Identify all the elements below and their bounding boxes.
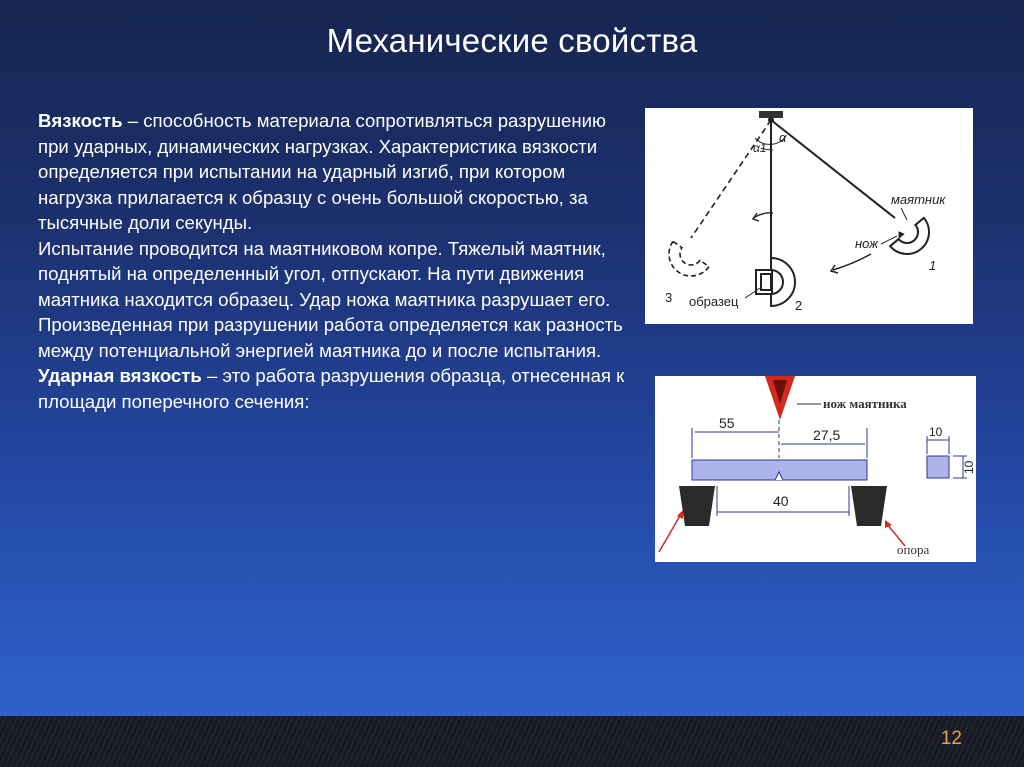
page-number: 12 <box>940 728 962 749</box>
label-position-1: 1 <box>929 258 937 273</box>
leader-pendulum <box>901 208 907 220</box>
dim-27-5: 27,5 <box>813 427 841 443</box>
label-position-3: 3 <box>665 290 673 305</box>
specimen-diagram-svg <box>655 376 976 562</box>
swing-arrow-lower <box>833 254 871 270</box>
slide-title: Механические свойства <box>326 22 698 59</box>
label-sample: образец <box>689 294 739 309</box>
pendulum-diagram-svg <box>645 108 973 324</box>
footer-band <box>0 716 1024 767</box>
hammer-position-1 <box>886 213 938 263</box>
pivot-mount <box>759 111 783 118</box>
dim-55: 55 <box>719 415 735 431</box>
pendulum-rod-start <box>771 120 895 218</box>
specimen-diagram <box>655 376 976 562</box>
label-knife-pendulum: нож маятника <box>823 396 907 411</box>
label-position-2: 2 <box>795 298 803 313</box>
hammer-position-2 <box>771 258 795 306</box>
dim-40: 40 <box>773 493 789 509</box>
support-arrow-left <box>659 514 681 552</box>
cross-section <box>927 456 949 478</box>
pendulum-diagram <box>645 108 973 324</box>
paragraph-impact <box>38 363 628 414</box>
hammer-position-3 <box>660 241 709 284</box>
label-pendulum: маятник <box>891 192 946 207</box>
paragraph-viscosity <box>38 108 628 236</box>
term-impact-viscosity: Ударная вязкость <box>38 365 202 386</box>
label-knife: нож <box>855 236 879 251</box>
dim-height: 10 <box>962 460 976 474</box>
support-right <box>851 486 887 526</box>
label-alpha: α <box>779 130 787 145</box>
sample-block <box>761 274 771 290</box>
dim-width: 10 <box>929 425 943 439</box>
body-text <box>38 108 628 414</box>
definition-viscosity: – способность материала сопротивляться разрушению при ударных, динамических нагрузках. Характеристика вязкости определяется при испытании на ударный изгиб, при котором нагрузка прилагается к образцу с очень большой скоростью, за тысячные доли секунды. <box>38 110 606 233</box>
support-left <box>679 486 715 526</box>
definition-impact-viscosity: – это работа разрушения образца, отнесенная к площади поперечного сечения: <box>38 365 625 412</box>
term-viscosity: Вязкость <box>38 110 123 131</box>
paragraph-test: Испытание проводится на маятниковом копре. Тяжелый маятник, поднятый на определенный угол, отпускают. На пути движения маятника находится образец. Удар ножа маятника разрушает его. Произведенная при разрушении работа определяется как разность между потенциальной энергией маятника до и после испытания. <box>38 237 623 361</box>
label-support: опора <box>897 542 930 557</box>
label-alpha1: α1 <box>753 141 767 155</box>
